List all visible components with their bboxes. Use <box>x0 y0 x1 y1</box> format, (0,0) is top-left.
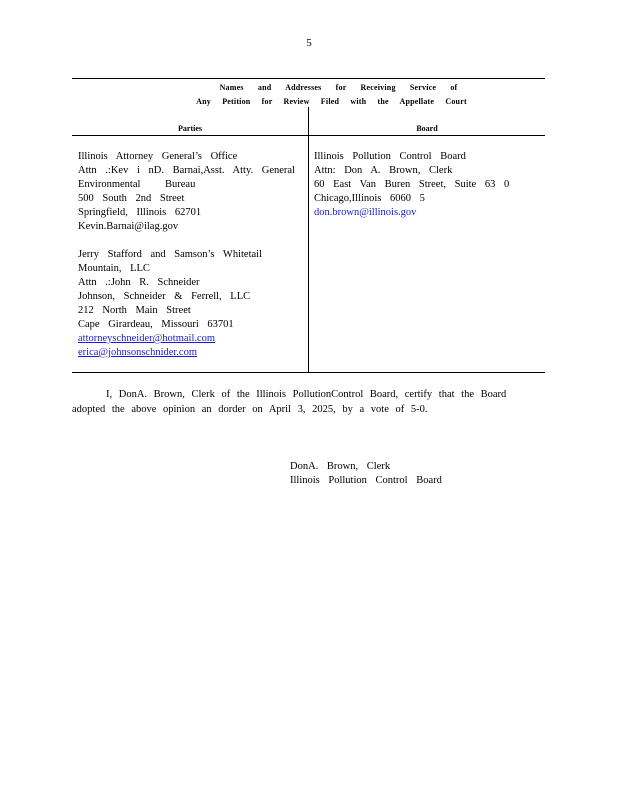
party-line: Environmental Bureau <box>78 179 196 190</box>
party-line: Cape Girardeau, Missouri 63701 <box>78 319 234 330</box>
party-line: Attn .:John R. Schneider <box>78 277 200 288</box>
party-stafford-samson <box>78 248 262 360</box>
board-line: Illinois Pollution Control Board <box>314 151 466 162</box>
page-number: 5 <box>306 37 312 49</box>
parties-column-header: Parties <box>178 124 202 133</box>
table-caption-line-1: Names and Addresses for Receiving Service of <box>219 83 458 92</box>
table-top-rule <box>72 78 545 79</box>
column-divider <box>308 107 309 372</box>
party-line: Jerry Stafford and Samson’s Whitetail <box>78 249 263 260</box>
party-line: 212 North Main Street <box>78 305 191 316</box>
board-address <box>314 150 509 220</box>
email-link-attorneyschneider[interactable]: attorneyschneider@hotmail.com <box>78 333 216 344</box>
board-column-header: Board <box>416 124 438 133</box>
party-line: Springfield, Illinois 62701 <box>78 207 202 218</box>
email-link-don-brown[interactable]: don.brown@illinois.gov <box>314 207 417 218</box>
table-caption-line-2: Any Petition for Review Filed with the Appellate Court <box>196 97 467 106</box>
certification-line: adopted the above opinion an dorder on April 3, 2025, by a vote of 5-0. <box>72 404 428 415</box>
signature-name: DonA. Brown, Clerk <box>290 461 391 472</box>
board-line: Chicago,Illinois 6060 5 <box>314 193 425 204</box>
signature-org: Illinois Pollution Control Board <box>290 475 442 486</box>
board-line: Attn: Don A. Brown, Clerk <box>314 165 453 176</box>
party-line: 500 South 2nd Street <box>78 193 185 204</box>
email-link-erica[interactable]: erica@johnsonschnider.com <box>78 347 198 358</box>
signature-block <box>290 460 442 488</box>
table-bottom-rule <box>72 372 545 373</box>
certification-line: I, DonA. Brown, Clerk of the Illinois PollutionControl Board, certify that the Board <box>106 389 507 400</box>
party-line: Attn .:Kev i nD. Barnai,Asst. Atty. General <box>78 165 295 176</box>
party-attorney-general <box>78 150 295 234</box>
party-line: Illinois Attorney General’s Office <box>78 151 238 162</box>
certification-paragraph <box>72 387 545 417</box>
party-line: Mountain, LLC <box>78 263 150 274</box>
party-line: Johnson, Schneider & Ferrell, LLC <box>78 291 251 302</box>
party-email: Kevin.Barnai@ilag.gov <box>78 221 179 232</box>
board-line: 60 East Van Buren Street, Suite 63 0 <box>314 179 510 190</box>
table-header-rule <box>72 135 545 136</box>
